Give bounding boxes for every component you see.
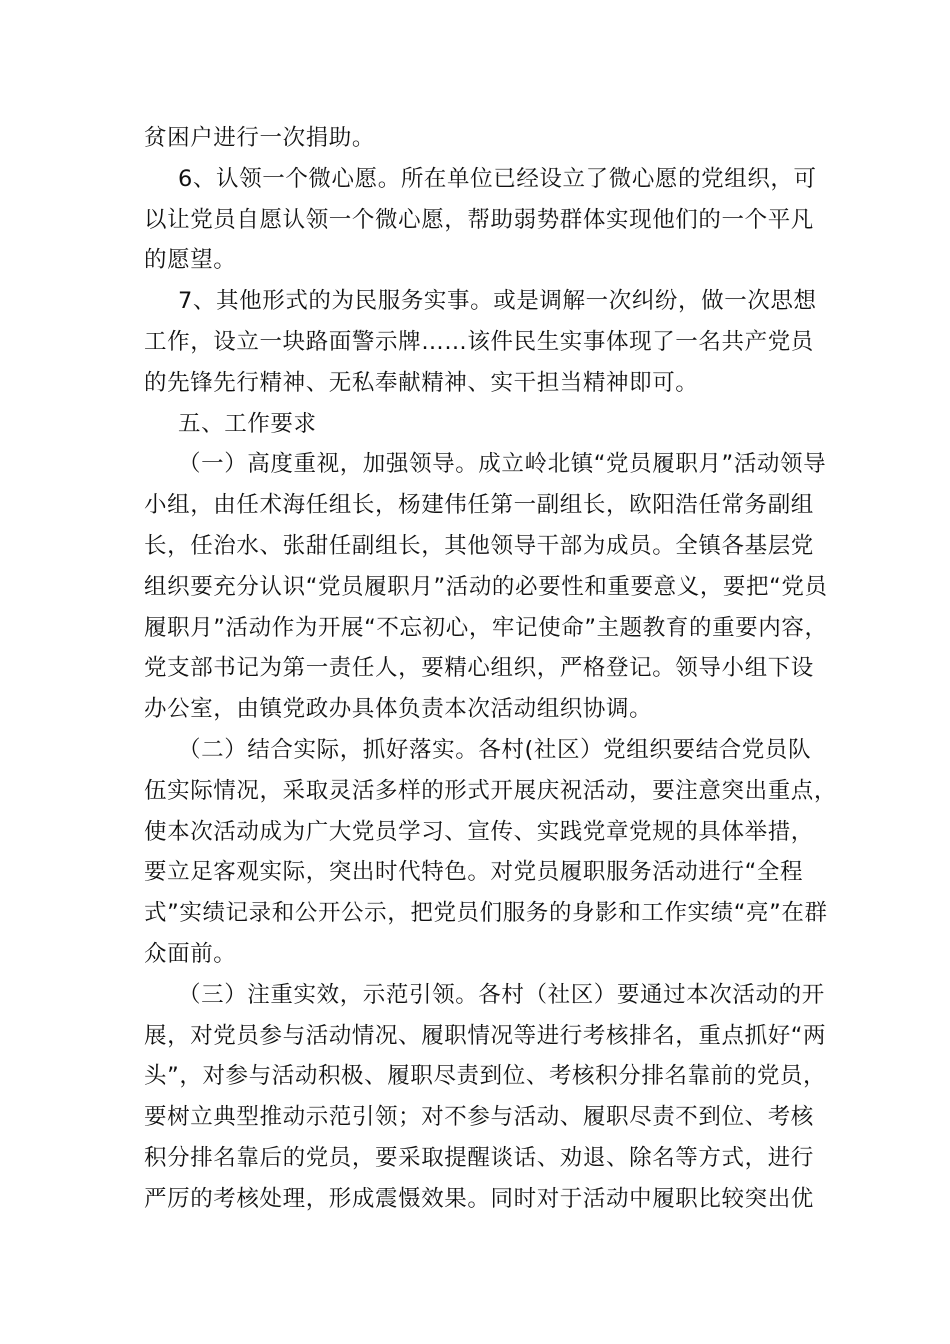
text-line: （二）结合实际，抓好落实。各村(社区）党组织要结合党员队 [178,736,812,763]
text-line: 工作，设立一块路面警示牌……该件民生实事体现了一名共产党员 [144,328,814,355]
text-line: 伍实际情况，采取灵活多样的形式开展庆祝活动，要注意突出重点， [144,777,838,804]
text-line: 的愿望。 [144,247,237,274]
text-line: （三）注重实效，示范引领。各村（社区）要通过本次活动的开 [178,981,825,1008]
text-line: 要立足客观实际，突出时代特色。对党员履职服务活动进行“全程 [144,859,804,886]
text-line: （一）高度重视，加强领导。成立岭北镇“党员履职月”活动领导 [178,451,827,478]
text-line: 办公室，由镇党政办具体负责本次活动组织协调。 [144,696,653,723]
text-line: 党支部书记为第一责任人，要精心组织，严格登记。领导小组下设 [144,655,814,682]
text-line: 以让党员自愿认领一个微心愿，帮助弱势群体实现他们的一个平凡 [144,206,814,233]
text-line: 严厉的考核处理，形成震慑效果。同时对于活动中履职比较突出优 [144,1185,814,1212]
text-line: 7、其他形式的为民服务实事。或是调解一次纠纷，做一次思想 [178,288,817,315]
text-line: 长，任治水、张甜任副组长，其他领导干部为成员。全镇各基层党 [144,532,814,559]
text-line: 积分排名靠后的党员，要采取提醒谈话、劝退、除名等方式，进行 [144,1144,814,1171]
text-line: 贫困户进行一次捐助。 [144,125,376,151]
text-line: 展，对党员参与活动情况、履职情况等进行考核排名，重点抓好“两 [144,1022,827,1049]
text-line: 6、认领一个微心愿。所在单位已经设立了微心愿的党组织，可 [178,165,817,192]
text-line: 小组，由任术海任组长，杨建伟任第一副组长，欧阳浩任常务副组 [144,492,814,519]
text-line: 众面前。 [144,940,237,967]
text-line: 头”，对参与活动积极、履职尽责到位、考核积分排名靠前的党员， [144,1063,827,1090]
text-line: 履职月”活动作为开展“不忘初心，牢记使命”主题教育的重要内容， [144,614,828,641]
text-line: 组织要充分认识“党员履职月”活动的必要性和重要意义，要把“党员 [144,573,828,600]
section-heading: 五、工作要求 [178,410,317,437]
document-body [144,118,838,1220]
text-line: 要树立典型推动示范引领；对不参与活动、履职尽责不到位、考核 [144,1104,814,1131]
text-line: 使本次活动成为广大党员学习、宣传、实践党章党规的具体举措， [144,818,814,845]
text-line: 的先锋先行精神、无私奉献精神、实干担当精神即可。 [144,369,699,396]
text-line: 式”实绩记录和公开公示，把党员们服务的身影和工作实绩“亮”在群 [144,900,828,927]
